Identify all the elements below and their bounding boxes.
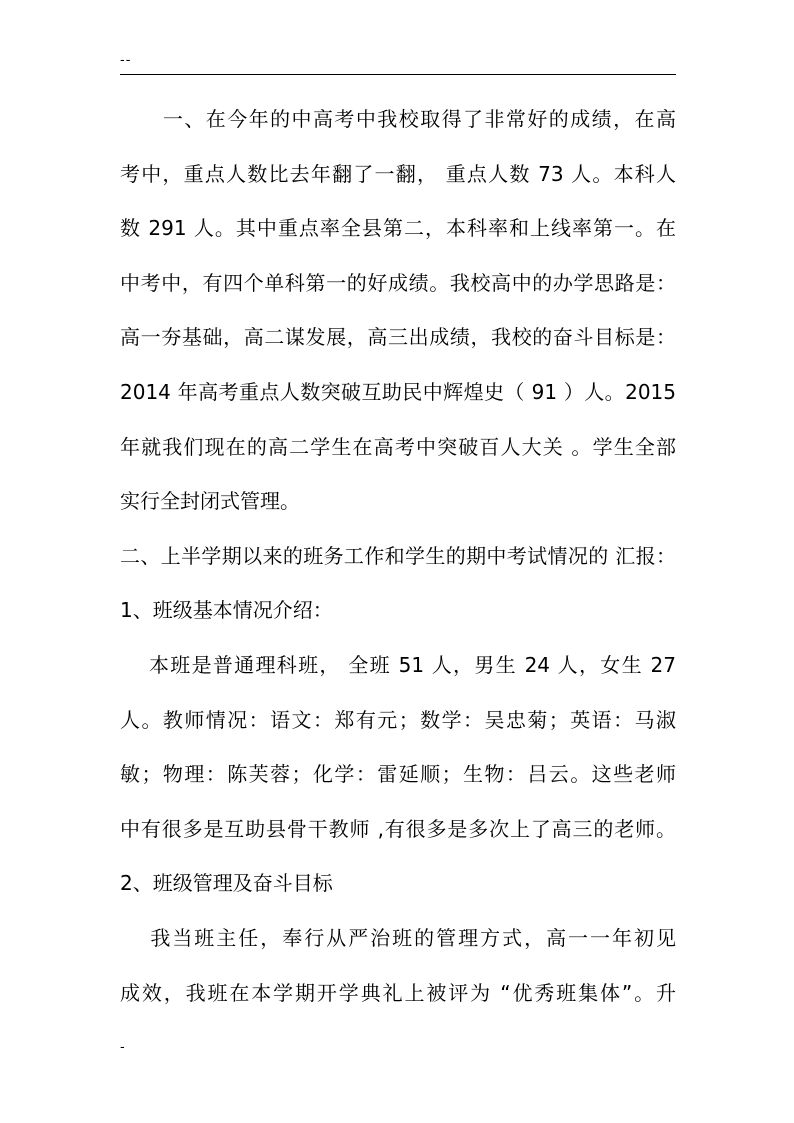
text-line: 数 291 人。其中重点率全县第二，本科率和上线率第一。在 (120, 216, 676, 241)
text-line: 本班是普通理科班， 全班 51 人，男生 24 人，女生 27 (120, 652, 676, 677)
subsection-heading: 1、班级基本情况介绍： (120, 598, 333, 623)
subsection-heading: 2、班级管理及奋斗目标 (120, 871, 333, 896)
text-line: 实行全封闭式管理。 (120, 489, 300, 514)
text-line: 高一夯基础，高二谋发展，高三出成绩，我校的奋斗目标是： (120, 325, 676, 350)
page-header-mark: -- (120, 53, 132, 68)
document-body (120, 92, 676, 1020)
text-line: 我当班主任，奉行从严治班的管理方式，高一一年初见 (120, 925, 676, 950)
text-line: 人。教师情况：语文：郑有元；数学：吴忠菊；英语：马淑 (120, 707, 676, 732)
text-line: 中考中，有四个单科第一的好成绩。我校高中的办学思路是： (120, 270, 676, 295)
text-line: 成效，我班在本学期开学典礼上被评为 “优秀班集体”。升 (120, 980, 676, 1005)
text-line: 考中，重点人数比去年翻了一翻， 重点人数 73 人。本科人 (120, 161, 676, 186)
text-line: 一、在今年的中高考中我校取得了非常好的成绩，在高 (120, 107, 676, 131)
text-line: 年就我们现在的高二学生在高考中突破百人大关 。学生全部 (120, 434, 676, 459)
text-line: 2014 年高考重点人数突破互助民中辉煌史（ 91 ）人。2015 (120, 379, 676, 404)
text-line: 敏；物理：陈芙蓉；化学：雷延顺；生物：吕云。这些老师 (120, 762, 676, 787)
page-footer-mark: - (120, 1040, 125, 1055)
text-line: 中有很多是互助县骨干教师 ,有很多是多次上了高三的老师。 (120, 816, 676, 841)
section-heading: 二、上半学期以来的班务工作和学生的期中考试情况的 汇报： (120, 543, 676, 568)
header-divider (120, 74, 676, 75)
